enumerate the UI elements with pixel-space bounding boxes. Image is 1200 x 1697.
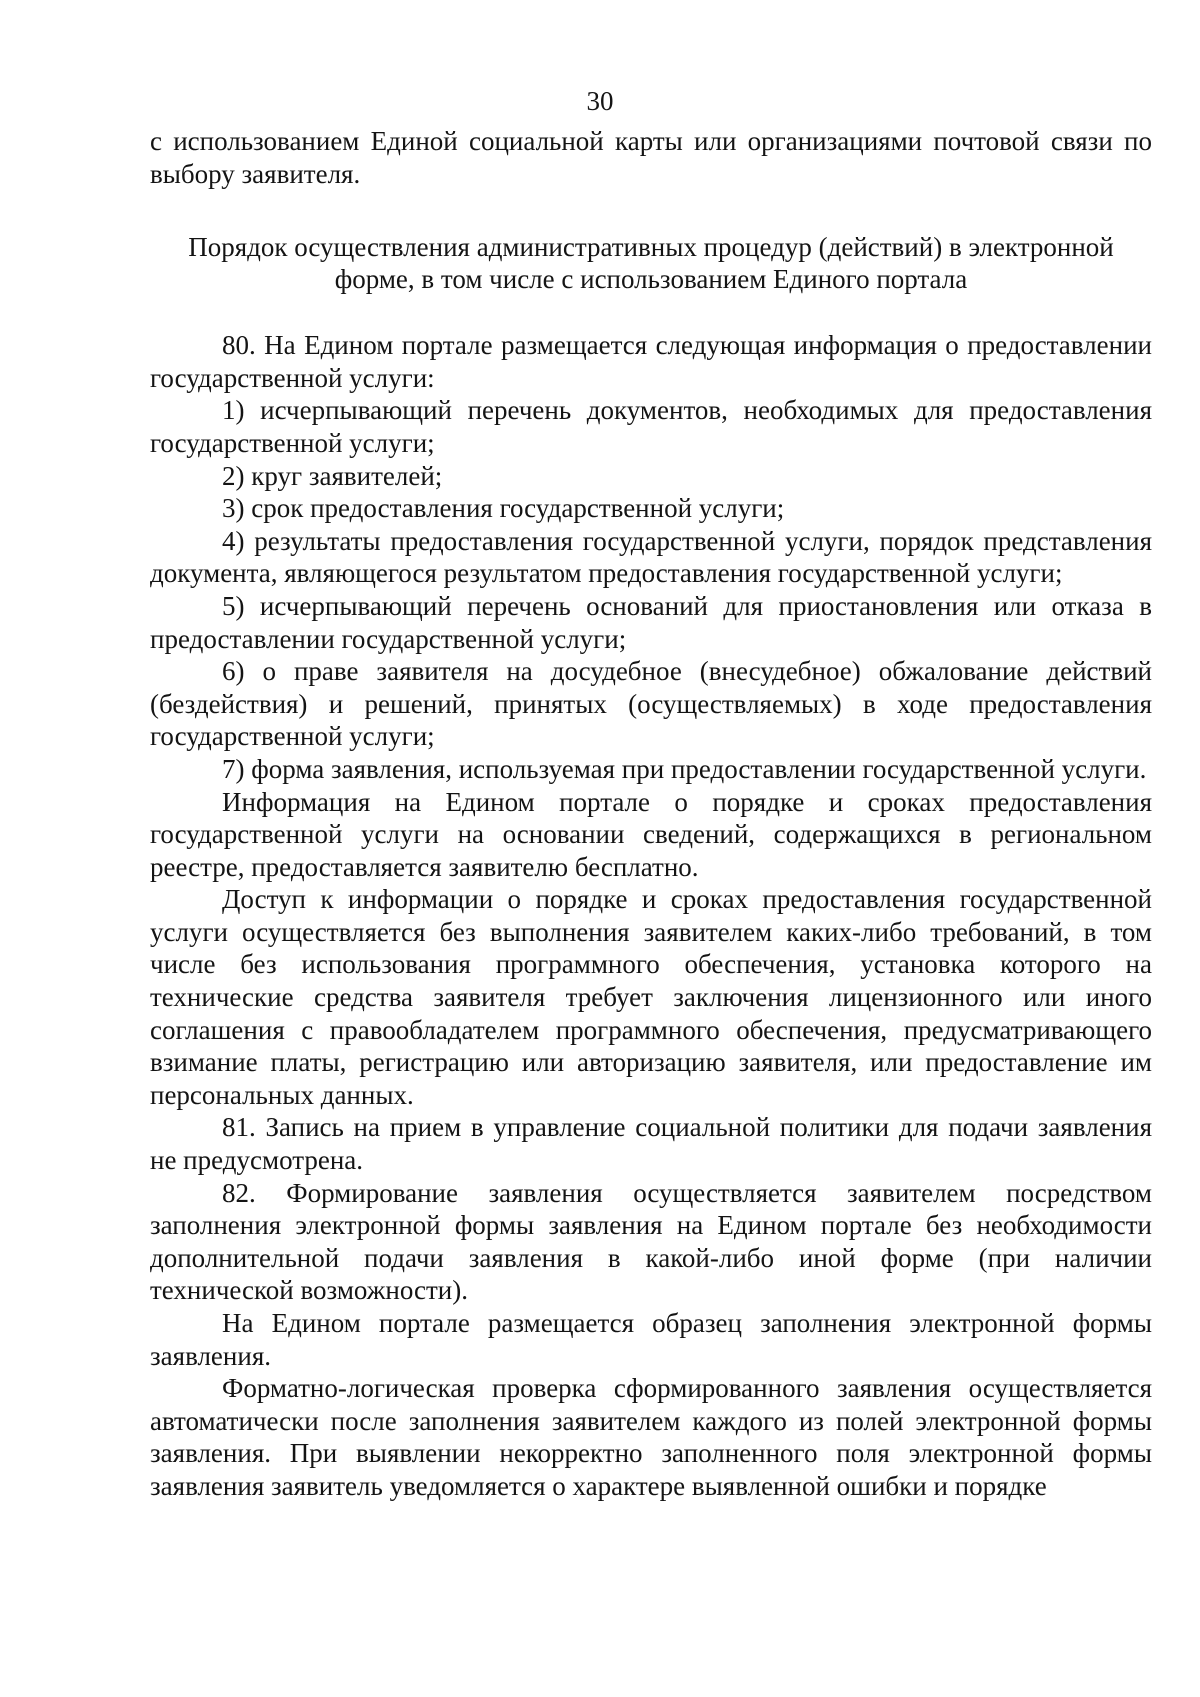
paragraph-80: 80. На Едином портале размещается следующая информация о предоставлении государственной услуги: — [150, 330, 1152, 393]
list-item-2: 2) круг заявителей; — [222, 460, 443, 491]
list-item-3: 3) срок предоставления государственной услуги; — [222, 493, 785, 524]
paragraph-format-check: Форматно-логическая проверка сформированного заявления осуществляется автоматически после заполнения заявителем каждого из полей электронной формы заявления. При выявлении некорректно заполненного поля электронной формы заявления заявитель уведомляется о характере выявленной ошибки и порядке — [150, 1373, 1152, 1501]
list-item-4: 4) результаты предоставления государственной услуги, порядок представления документа, являющегося результатом предоставления государственной услуги; — [150, 525, 1152, 589]
paragraph-access: Доступ к информации о порядке и сроках предоставления государственной услуги осуществляется без выполнения заявителем каких-либо требований, в том числе без использования программного обеспечения, установка которого на технические средства заявителя требует заключения лицензионного или иного соглашения с правообладателем программного обеспечения, предусматривающего взимание платы, регистрацию или авторизацию заявителя, или предоставление им персональных данных. — [150, 884, 1152, 1110]
paragraph-info-free: Информация на Едином портале о порядке и сроках предоставления государственной услуги на основании сведений, содержащихся в региональном реестре, предоставляется заявителю бесплатно. — [150, 786, 1152, 882]
paragraph-81: 81. Запись на прием в управление социальной политики для подачи заявления не предусмотрена. — [150, 1112, 1152, 1176]
list-item-1: 1) исчерпывающий перечень документов, необходимых для предоставления государственной услуги; — [150, 395, 1152, 458]
paragraph-sample-form: На Едином портале размещается образец заполнения электронной формы заявления. — [150, 1308, 1152, 1371]
section-heading: Порядок осуществления административных процедур (действий) в электронной форме, в том числе с использованием Единого портала — [188, 232, 1114, 295]
document-body — [150, 125, 1152, 1503]
paragraph-82: 82. Формирование заявления осуществляется заявителем посредством заполнения электронной формы заявления на Едином портале без необходимости дополнительной подачи заявления в какой-либо иной форме (при наличии технической возможности). — [150, 1177, 1152, 1306]
list-item-6: 6) о праве заявителя на досудебное (внесудебное) обжалование действий (бездействия) и решений, принятых (осуществляемых) в ходе предоставления государственной услуги; — [150, 656, 1152, 752]
page-number: 30 — [586, 86, 614, 116]
paragraph-continuation: с использованием Единой социальной карты или организациями почтовой связи по выбору заявителя. — [150, 126, 1152, 189]
list-item-5: 5) исчерпывающий перечень оснований для приостановления или отказа в предоставлении государственной услуги; — [150, 590, 1152, 654]
list-item-7: 7) форма заявления, используемая при предоставлении государственной услуги. — [222, 753, 1147, 784]
